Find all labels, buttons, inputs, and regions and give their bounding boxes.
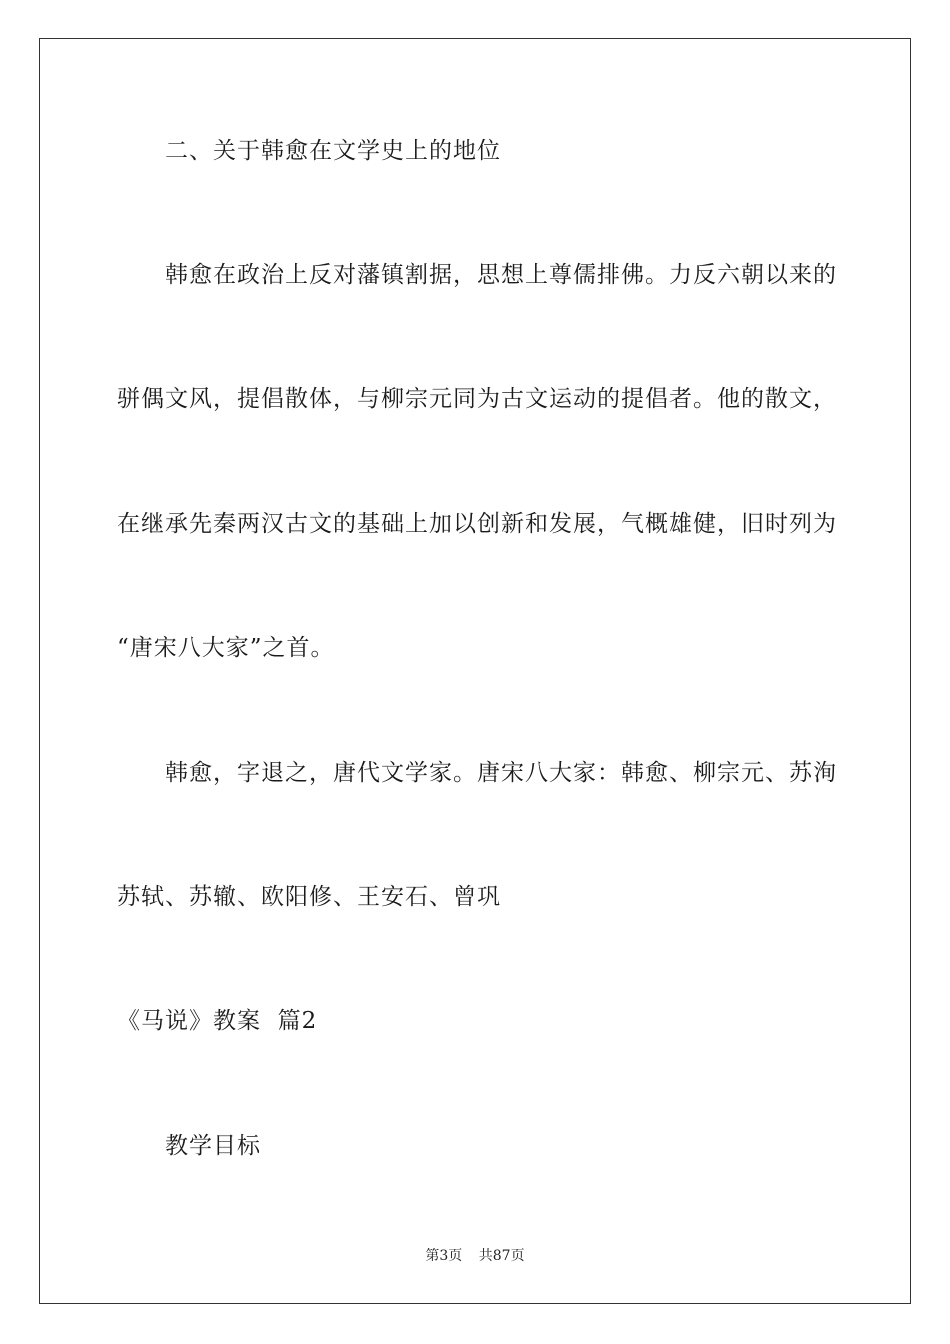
- subheading-teaching-goals: 教学目标: [165, 1133, 261, 1159]
- page-number: 第3页: [425, 1248, 463, 1264]
- page-footer: [0, 1246, 950, 1266]
- paragraph2-line1: 韩愈，字退之，唐代文学家。唐宋八大家：韩愈、柳宗元、苏洵: [165, 760, 837, 786]
- page-border: [39, 38, 911, 1304]
- section-heading: 二、关于韩愈在文学史上的地位: [165, 138, 501, 164]
- paragraph1-line3: 在继承先秦两汉古文的基础上加以创新和发展，气概雄健，旧时列为: [117, 511, 837, 537]
- paragraph1-line1: 韩愈在政治上反对藩镇割据，思想上尊儒排佛。力反六朝以来的: [165, 262, 837, 288]
- page-total: 共87页: [478, 1248, 525, 1264]
- paragraph1-line2: 骈偶文风，提倡散体，与柳宗元同为古文运动的提倡者。他的散文，: [117, 386, 837, 412]
- paragraph1-line4: “唐宋八大家”之首。: [117, 635, 335, 661]
- lesson-title: 《马说》教案 篇2: [117, 1008, 318, 1034]
- paragraph2-line2: 苏轼、苏辙、欧阳修、王安石、曾巩: [117, 884, 501, 910]
